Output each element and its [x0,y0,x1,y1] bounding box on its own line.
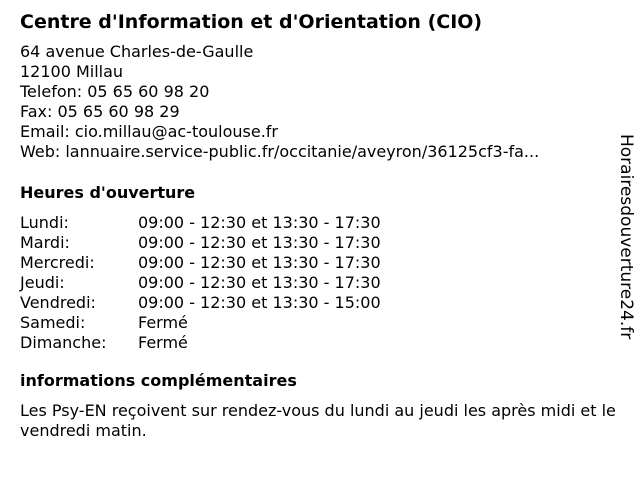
day-label: Samedi: [20,313,86,332]
page-title: Centre d'Information et d'Orientation (CIO) [20,11,483,33]
day-hours: Fermé [138,333,188,352]
email-address: Email: cio.millau@ac-toulouse.fr [20,122,278,141]
site-watermark: Horairesdouverture24.fr [616,134,636,340]
fax-number: Fax: 05 65 60 98 29 [20,102,180,121]
day-label: Dimanche: [20,333,107,352]
info-text: Les Psy-EN reçoivent sur rendez-vous du lundi au jeudi les après midi et le vendredi matin. [20,401,616,440]
hours-table [20,213,620,353]
phone-number: Telefon: 05 65 60 98 20 [20,82,210,101]
day-label: Mardi: [20,233,70,252]
address-block [20,42,620,162]
hours-row-friday [20,293,620,313]
street-address: 64 avenue Charles-de-Gaulle [20,42,254,61]
hours-row-thursday [20,273,620,293]
day-hours: 09:00 - 12:30 et 13:30 - 17:30 [138,233,381,252]
hours-row-wednesday [20,253,620,273]
hours-heading: Heures d'ouverture [20,183,196,202]
day-hours: Fermé [138,313,188,332]
city: 12100 Millau [20,62,124,81]
day-label: Mercredi: [20,253,95,272]
day-label: Vendredi: [20,293,96,312]
day-hours: 09:00 - 12:30 et 13:30 - 17:30 [138,213,381,232]
day-hours: 09:00 - 12:30 et 13:30 - 17:30 [138,273,381,292]
day-hours: 09:00 - 12:30 et 13:30 - 15:00 [138,293,381,312]
day-label: Lundi: [20,213,69,232]
website-link: Web: lannuaire.service-public.fr/occitanie/aveyron/36125cf3-fa... [20,142,540,161]
info-heading: informations complémentaires [20,371,297,390]
hours-row-monday [20,213,620,233]
hours-row-sunday [20,333,620,353]
day-label: Jeudi: [20,273,65,292]
hours-row-saturday [20,313,620,333]
document [20,8,620,441]
hours-row-tuesday [20,233,620,253]
day-hours: 09:00 - 12:30 et 13:30 - 17:30 [138,253,381,272]
